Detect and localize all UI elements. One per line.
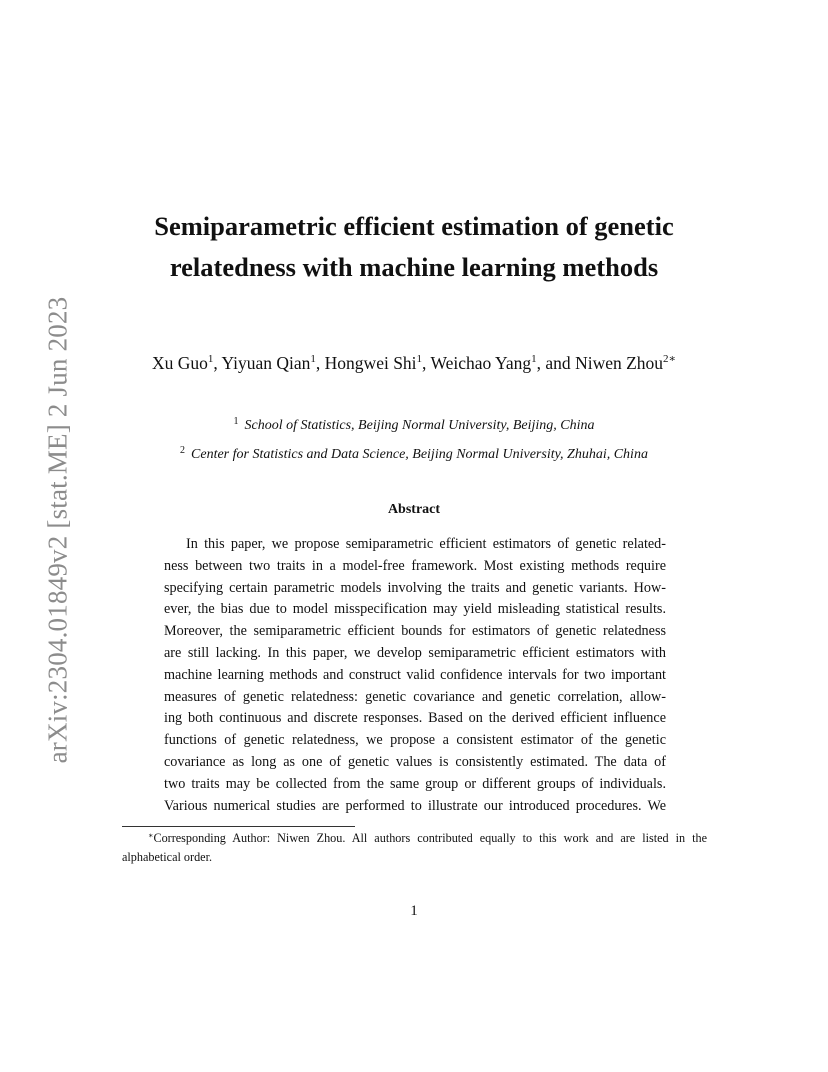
author-name: Hongwei Shi xyxy=(324,353,417,373)
author-name: Weichao Yang xyxy=(430,353,532,373)
paper-title xyxy=(0,206,828,288)
abstract-line: Moreover, the semiparametric efficient bounds for estimators of genetic relatedness xyxy=(164,623,666,640)
abstract-line: measures of genetic relatedness: genetic covariance and genetic correlation, allow- xyxy=(164,688,666,705)
paper-title-line-1: Semiparametric efficient estimation of genetic xyxy=(154,211,674,241)
paper-title-line-2: relatedness with machine learning methods xyxy=(169,252,659,282)
author-name: Niwen Zhou xyxy=(575,353,664,373)
footnote xyxy=(122,829,707,867)
abstract-line: machine learning methods and construct valid confidence intervals for two important xyxy=(164,666,666,683)
affiliation-number: 2 xyxy=(180,445,186,456)
affiliation-text: School of Statistics, Beijing Normal University, Beijing, China xyxy=(244,418,595,433)
affiliation-1 xyxy=(0,412,828,436)
abstract-line: Various numerical studies are performed to illustrate our introduced procedures. We xyxy=(164,797,666,814)
affiliation-2 xyxy=(0,441,828,465)
author-affiliation-mark: 1 xyxy=(531,353,537,365)
author-affiliation-mark: 1 xyxy=(416,353,423,365)
abstract-line: ing both continuous and discrete responses. Based on the derived efficient influence xyxy=(164,710,666,727)
footnote-line: alphabetical order. xyxy=(122,850,213,864)
abstract-line: are still lacking. In this paper, we develop semiparametric efficient estimators with xyxy=(164,644,666,661)
author-separator: , xyxy=(422,353,431,373)
author-separator: , xyxy=(213,353,222,373)
abstract-line: ness between two traits in a model-free framework. Most existing methods require xyxy=(164,557,666,574)
affiliation-text: Center for Statistics and Data Science, Beijing Normal University, Zhuhai, China xyxy=(191,447,648,462)
author-name: Yiyuan Qian xyxy=(221,353,311,373)
abstract-heading: Abstract xyxy=(387,502,441,517)
abstract-line: covariance as long as one of genetic values is consistently estimated. The data of xyxy=(164,753,666,770)
author-affiliation-mark: 2∗ xyxy=(663,353,677,365)
affiliation-number: 1 xyxy=(233,416,239,427)
abstract-line: ever, the bias due to model misspecification may yield misleading statistical results. xyxy=(164,601,666,618)
author-affiliation-mark: 1 xyxy=(207,353,214,365)
abstract-line: In this paper, we propose semiparametric efficient estimators of genetic related- xyxy=(186,536,666,552)
arxiv-identifier-stamp: arXiv:2304.01849v2 [stat.ME] 2 Jun 2023 xyxy=(42,296,73,764)
author-affiliation-mark: 1 xyxy=(310,353,316,365)
author-name: Xu Guo xyxy=(151,353,208,373)
abstract-line: two traits may be collected from the same group or different groups of individuals. xyxy=(164,775,666,792)
abstract-body xyxy=(164,534,666,817)
page-number: 1 xyxy=(410,903,418,919)
author-separator: , and xyxy=(536,353,576,373)
abstract-line: specifying certain parametric models involving the traits and genetic variants. How- xyxy=(164,579,666,596)
footnote-divider xyxy=(122,826,355,827)
footnote-line xyxy=(122,829,707,848)
abstract-line: functions of genetic relatedness, we propose a consistent estimator of the genetic xyxy=(164,732,666,749)
author-list xyxy=(0,350,828,376)
footnote-text: Corresponding Author: Niwen Zhou. All authors contributed equally to this work and are listed in the xyxy=(153,831,707,845)
author-separator: , xyxy=(315,353,325,373)
footnote-marker: ∗ xyxy=(148,831,154,840)
